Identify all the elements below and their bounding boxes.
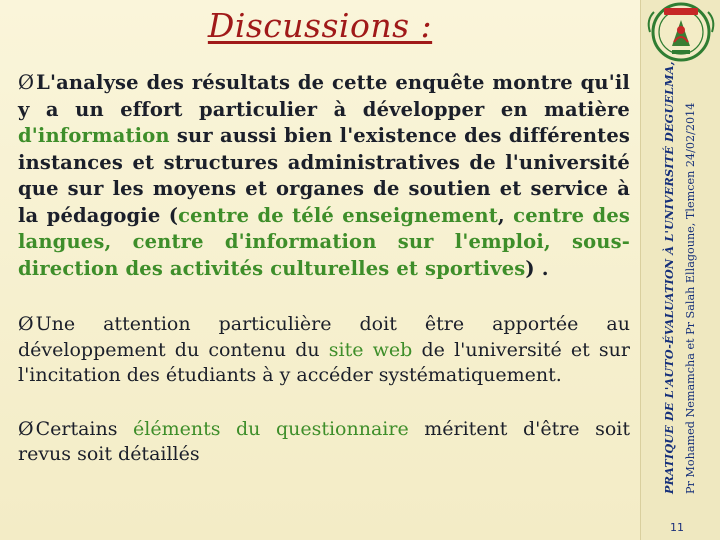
text-segment: Une attention particulière doit être apportée au développement du contenu du (18, 313, 630, 361)
highlighted-phrase: d'information (18, 124, 170, 147)
university-seal-icon (644, 2, 718, 62)
text-segment: ) . (525, 256, 549, 280)
page-number: 11 (670, 521, 684, 534)
sidebar-vertical-text (660, 61, 710, 496)
highlighted-phrase: centre de télé enseignement (178, 203, 498, 227)
paragraph-1 (18, 70, 630, 282)
text-segment: méritent d'être soit revus soit détaillés (18, 417, 630, 465)
paragraph-2 (18, 312, 630, 389)
highlighted-phrase: éléments (133, 417, 221, 440)
paragraph-3-text (18, 418, 630, 466)
slide-title: Discussions : (207, 6, 433, 45)
slide-body (18, 70, 630, 468)
text-segment: de l'université et sur l'incitation des étudiants à y accéder systématiquement. (18, 338, 630, 386)
bullet-arrow-icon: Ø (18, 313, 34, 335)
text-segment: Certains (35, 417, 134, 440)
sidebar-conference-title: PRATIQUE DE L'AUTO-ÉVALUATION À L'UNIVERSITÉ DEGUELMA, (662, 61, 676, 494)
bullet-arrow-icon: Ø (18, 71, 35, 94)
text-segment: , (497, 203, 514, 227)
highlighted-phrase: du questionnaire (236, 417, 409, 440)
text-segment: sur aussi bien l'existence des différentes instances et structures administratives de l'université que sur les moyens et organes de soutien et service à la pédagogie ( (18, 124, 630, 227)
bullet-arrow-icon: Ø (18, 417, 34, 440)
paragraph-2-text (18, 313, 630, 386)
text-segment (220, 418, 236, 440)
sidebar-authors: Pr Mohamed Nemamcha et Pr Salah Ellagoune, Tlemcen 24/02/2014 (684, 102, 697, 494)
highlighted-phrase: site web (328, 338, 413, 361)
text-segment: L'analyse des résultats de cette enquête montre qu'il y a un effort particulier à développer en matière (18, 71, 630, 121)
paragraph-1-text (18, 71, 630, 280)
paragraph-3 (18, 417, 630, 468)
highlighted-phrase: centre des langues, centre d'information sur l'emploi, sous-direction des activités culturelles et sportives (18, 203, 631, 280)
